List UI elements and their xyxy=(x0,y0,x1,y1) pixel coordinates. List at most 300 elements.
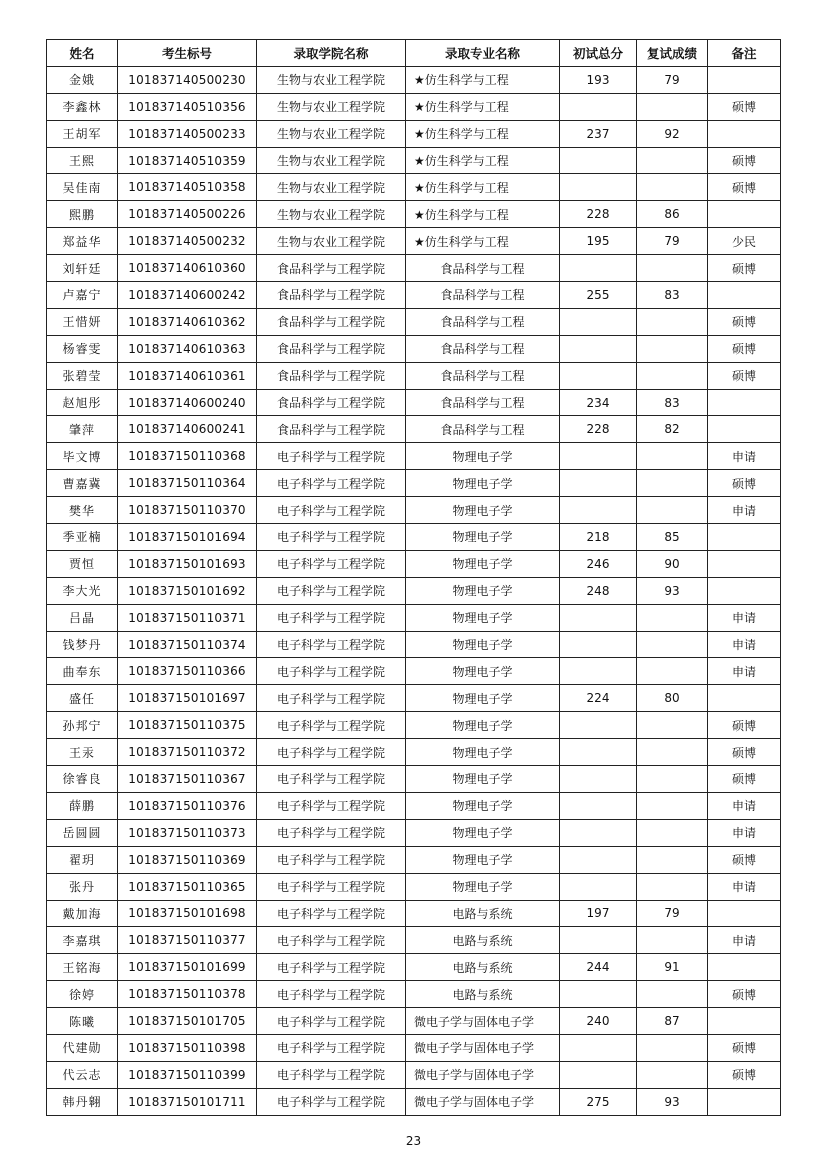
name-cell: 李鑫林 xyxy=(47,93,118,120)
candidate-id-cell: 101837150110375 xyxy=(118,712,257,739)
candidate-id-cell: 101837150110374 xyxy=(118,631,257,658)
remark-cell xyxy=(708,282,781,309)
major-cell: ★仿生科学与工程 xyxy=(406,93,560,120)
candidate-id-cell: 101837140610361 xyxy=(118,362,257,389)
remark-cell: 硕博 xyxy=(708,362,781,389)
college-cell: 电子科学与工程学院 xyxy=(257,658,406,685)
college-cell: 电子科学与工程学院 xyxy=(257,497,406,524)
remark-cell xyxy=(708,1008,781,1035)
name-cell: 曹嘉冀 xyxy=(47,470,118,497)
retest-score-cell xyxy=(637,658,708,685)
college-cell: 电子科学与工程学院 xyxy=(257,792,406,819)
college-cell: 电子科学与工程学院 xyxy=(257,550,406,577)
retest-score-cell xyxy=(637,443,708,470)
remark-cell xyxy=(708,685,781,712)
initial-score-cell xyxy=(560,846,637,873)
candidate-id-cell: 101837150110399 xyxy=(118,1061,257,1088)
candidate-id-cell: 101837150101698 xyxy=(118,900,257,927)
college-cell: 电子科学与工程学院 xyxy=(257,873,406,900)
candidate-id-cell: 101837140500226 xyxy=(118,201,257,228)
candidate-id-cell: 101837150110378 xyxy=(118,981,257,1008)
retest-score-cell: 80 xyxy=(637,685,708,712)
initial-score-cell xyxy=(560,873,637,900)
candidate-id-cell: 101837150110372 xyxy=(118,739,257,766)
table-row xyxy=(47,819,781,846)
candidate-id-cell: 101837150110377 xyxy=(118,927,257,954)
initial-score-cell xyxy=(560,93,637,120)
major-cell: 物理电子学 xyxy=(406,577,560,604)
major-cell: 物理电子学 xyxy=(406,604,560,631)
page-number: 23 xyxy=(405,1134,422,1148)
initial-score-cell: 228 xyxy=(560,201,637,228)
retest-score-cell xyxy=(637,846,708,873)
table-row xyxy=(47,120,781,147)
table-row xyxy=(47,604,781,631)
retest-score-cell xyxy=(637,927,708,954)
initial-score-cell xyxy=(560,604,637,631)
initial-score-cell xyxy=(560,739,637,766)
table-row xyxy=(47,954,781,981)
name-cell: 代云志 xyxy=(47,1061,118,1088)
college-cell: 电子科学与工程学院 xyxy=(257,443,406,470)
retest-score-cell xyxy=(637,712,708,739)
retest-score-cell xyxy=(637,362,708,389)
retest-score-cell xyxy=(637,981,708,1008)
name-cell: 贾恒 xyxy=(47,550,118,577)
initial-score-cell xyxy=(560,1061,637,1088)
name-cell: 张碧莹 xyxy=(47,362,118,389)
name-cell: 陈曦 xyxy=(47,1008,118,1035)
header-candidate-id: 考生标号 xyxy=(118,40,257,67)
remark-cell: 硕博 xyxy=(708,174,781,201)
remark-cell: 硕博 xyxy=(708,712,781,739)
remark-cell: 硕博 xyxy=(708,255,781,282)
major-cell: 食品科学与工程 xyxy=(406,308,560,335)
remark-cell: 硕博 xyxy=(708,335,781,362)
header-remark: 备注 xyxy=(708,40,781,67)
name-cell: 徐婷 xyxy=(47,981,118,1008)
retest-score-cell xyxy=(637,255,708,282)
table-row xyxy=(47,308,781,335)
remark-cell: 硕博 xyxy=(708,1034,781,1061)
retest-score-cell: 93 xyxy=(637,577,708,604)
major-cell: ★仿生科学与工程 xyxy=(406,66,560,93)
major-cell: 物理电子学 xyxy=(406,550,560,577)
major-cell: ★仿生科学与工程 xyxy=(406,147,560,174)
major-cell: 食品科学与工程 xyxy=(406,335,560,362)
header-row xyxy=(47,40,781,67)
remark-cell: 硕博 xyxy=(708,93,781,120)
college-cell: 食品科学与工程学院 xyxy=(257,389,406,416)
remark-cell: 申请 xyxy=(708,443,781,470)
major-cell: 微电子学与固体电子学 xyxy=(406,1088,560,1115)
table-row xyxy=(47,739,781,766)
retest-score-cell: 91 xyxy=(637,954,708,981)
name-cell: 王惜妍 xyxy=(47,308,118,335)
retest-score-cell: 79 xyxy=(637,228,708,255)
college-cell: 电子科学与工程学院 xyxy=(257,1088,406,1115)
college-cell: 电子科学与工程学院 xyxy=(257,604,406,631)
candidate-id-cell: 101837150110366 xyxy=(118,658,257,685)
candidate-id-cell: 101837150110373 xyxy=(118,819,257,846)
major-cell: 食品科学与工程 xyxy=(406,282,560,309)
header-retest-score: 复试成绩 xyxy=(637,40,708,67)
initial-score-cell: 275 xyxy=(560,1088,637,1115)
name-cell: 孙邦宁 xyxy=(47,712,118,739)
name-cell: 曲奉东 xyxy=(47,658,118,685)
remark-cell: 申请 xyxy=(708,792,781,819)
name-cell: 王汞 xyxy=(47,739,118,766)
college-cell: 食品科学与工程学院 xyxy=(257,255,406,282)
initial-score-cell xyxy=(560,631,637,658)
remark-cell xyxy=(708,954,781,981)
college-cell: 电子科学与工程学院 xyxy=(257,1008,406,1035)
retest-score-cell: 90 xyxy=(637,550,708,577)
table-row xyxy=(47,524,781,551)
initial-score-cell xyxy=(560,255,637,282)
college-cell: 电子科学与工程学院 xyxy=(257,631,406,658)
name-cell: 吕晶 xyxy=(47,604,118,631)
table-row xyxy=(47,335,781,362)
major-cell: 物理电子学 xyxy=(406,658,560,685)
initial-score-cell xyxy=(560,362,637,389)
candidate-id-cell: 101837150110368 xyxy=(118,443,257,470)
retest-score-cell xyxy=(637,819,708,846)
header-major: 录取专业名称 xyxy=(406,40,560,67)
major-cell: 物理电子学 xyxy=(406,766,560,793)
table-row xyxy=(47,147,781,174)
candidate-id-cell: 101837140600240 xyxy=(118,389,257,416)
college-cell: 电子科学与工程学院 xyxy=(257,577,406,604)
table-row xyxy=(47,927,781,954)
initial-score-cell: 197 xyxy=(560,900,637,927)
remark-cell: 硕博 xyxy=(708,1061,781,1088)
table-body xyxy=(47,66,781,1115)
college-cell: 食品科学与工程学院 xyxy=(257,335,406,362)
major-cell: 物理电子学 xyxy=(406,497,560,524)
retest-score-cell xyxy=(637,470,708,497)
major-cell: 微电子学与固体电子学 xyxy=(406,1008,560,1035)
college-cell: 电子科学与工程学院 xyxy=(257,524,406,551)
retest-score-cell xyxy=(637,174,708,201)
table-row xyxy=(47,1061,781,1088)
major-cell: 物理电子学 xyxy=(406,792,560,819)
remark-cell xyxy=(708,1088,781,1115)
initial-score-cell xyxy=(560,1034,637,1061)
college-cell: 生物与农业工程学院 xyxy=(257,228,406,255)
major-cell: 食品科学与工程 xyxy=(406,416,560,443)
remark-cell xyxy=(708,120,781,147)
name-cell: 薛鹏 xyxy=(47,792,118,819)
college-cell: 电子科学与工程学院 xyxy=(257,900,406,927)
candidate-id-cell: 101837140510356 xyxy=(118,93,257,120)
table-row xyxy=(47,766,781,793)
retest-score-cell xyxy=(637,792,708,819)
initial-score-cell: 255 xyxy=(560,282,637,309)
name-cell: 张丹 xyxy=(47,873,118,900)
table-row xyxy=(47,174,781,201)
major-cell: 食品科学与工程 xyxy=(406,362,560,389)
table-row xyxy=(47,873,781,900)
retest-score-cell: 83 xyxy=(637,389,708,416)
major-cell: ★仿生科学与工程 xyxy=(406,120,560,147)
college-cell: 电子科学与工程学院 xyxy=(257,685,406,712)
table-row xyxy=(47,362,781,389)
college-cell: 电子科学与工程学院 xyxy=(257,470,406,497)
retest-score-cell: 79 xyxy=(637,66,708,93)
table-row xyxy=(47,282,781,309)
college-cell: 电子科学与工程学院 xyxy=(257,819,406,846)
candidate-id-cell: 101837150110365 xyxy=(118,873,257,900)
major-cell: 物理电子学 xyxy=(406,739,560,766)
major-cell: 微电子学与固体电子学 xyxy=(406,1034,560,1061)
table-row xyxy=(47,1088,781,1115)
remark-cell: 硕博 xyxy=(708,981,781,1008)
name-cell: 盛任 xyxy=(47,685,118,712)
major-cell: 物理电子学 xyxy=(406,712,560,739)
name-cell: 毕文博 xyxy=(47,443,118,470)
table-row xyxy=(47,443,781,470)
retest-score-cell: 82 xyxy=(637,416,708,443)
major-cell: 物理电子学 xyxy=(406,470,560,497)
remark-cell xyxy=(708,524,781,551)
table-row xyxy=(47,981,781,1008)
name-cell: 吴佳南 xyxy=(47,174,118,201)
candidate-id-cell: 101837150101692 xyxy=(118,577,257,604)
candidate-id-cell: 101837140610360 xyxy=(118,255,257,282)
major-cell: 物理电子学 xyxy=(406,685,560,712)
college-cell: 生物与农业工程学院 xyxy=(257,147,406,174)
college-cell: 电子科学与工程学院 xyxy=(257,739,406,766)
table-row xyxy=(47,712,781,739)
name-cell: 郑益华 xyxy=(47,228,118,255)
name-cell: 徐睿良 xyxy=(47,766,118,793)
initial-score-cell: 237 xyxy=(560,120,637,147)
name-cell: 岳圆圆 xyxy=(47,819,118,846)
table-row xyxy=(47,685,781,712)
table-row xyxy=(47,201,781,228)
name-cell: 卢嘉宁 xyxy=(47,282,118,309)
candidate-id-cell: 101837150101699 xyxy=(118,954,257,981)
initial-score-cell xyxy=(560,335,637,362)
table-row xyxy=(47,470,781,497)
remark-cell xyxy=(708,900,781,927)
candidate-id-cell: 101837150110398 xyxy=(118,1034,257,1061)
table-row xyxy=(47,255,781,282)
remark-cell xyxy=(708,577,781,604)
college-cell: 电子科学与工程学院 xyxy=(257,981,406,1008)
remark-cell: 硕博 xyxy=(708,766,781,793)
candidate-id-cell: 101837150110370 xyxy=(118,497,257,524)
major-cell: 微电子学与固体电子学 xyxy=(406,1061,560,1088)
major-cell: ★仿生科学与工程 xyxy=(406,201,560,228)
retest-score-cell: 86 xyxy=(637,201,708,228)
initial-score-cell xyxy=(560,174,637,201)
college-cell: 食品科学与工程学院 xyxy=(257,308,406,335)
table-row xyxy=(47,228,781,255)
initial-score-cell xyxy=(560,712,637,739)
college-cell: 生物与农业工程学院 xyxy=(257,174,406,201)
candidate-id-cell: 101837140500232 xyxy=(118,228,257,255)
initial-score-cell xyxy=(560,981,637,1008)
college-cell: 电子科学与工程学院 xyxy=(257,1034,406,1061)
table-row xyxy=(47,93,781,120)
remark-cell: 申请 xyxy=(708,819,781,846)
table-row xyxy=(47,66,781,93)
initial-score-cell: 228 xyxy=(560,416,637,443)
header-name: 姓名 xyxy=(47,40,118,67)
name-cell: 刘轩廷 xyxy=(47,255,118,282)
name-cell: 李嘉琪 xyxy=(47,927,118,954)
table-row xyxy=(47,577,781,604)
table-row xyxy=(47,389,781,416)
name-cell: 李大光 xyxy=(47,577,118,604)
header-initial-score: 初试总分 xyxy=(560,40,637,67)
candidate-id-cell: 101837150101705 xyxy=(118,1008,257,1035)
college-cell: 电子科学与工程学院 xyxy=(257,712,406,739)
major-cell: 电路与系统 xyxy=(406,954,560,981)
remark-cell: 申请 xyxy=(708,873,781,900)
table-row xyxy=(47,416,781,443)
initial-score-cell: 244 xyxy=(560,954,637,981)
candidate-id-cell: 101837150101697 xyxy=(118,685,257,712)
retest-score-cell xyxy=(637,1034,708,1061)
table-row xyxy=(47,1008,781,1035)
major-cell: 物理电子学 xyxy=(406,631,560,658)
name-cell: 钱梦丹 xyxy=(47,631,118,658)
college-cell: 电子科学与工程学院 xyxy=(257,846,406,873)
remark-cell: 申请 xyxy=(708,604,781,631)
name-cell: 杨睿雯 xyxy=(47,335,118,362)
remark-cell: 硕博 xyxy=(708,846,781,873)
name-cell: 王铭海 xyxy=(47,954,118,981)
retest-score-cell: 79 xyxy=(637,900,708,927)
remark-cell: 硕博 xyxy=(708,147,781,174)
candidate-id-cell: 101837140500233 xyxy=(118,120,257,147)
table-row xyxy=(47,900,781,927)
table-row xyxy=(47,658,781,685)
initial-score-cell xyxy=(560,658,637,685)
initial-score-cell xyxy=(560,470,637,497)
candidate-id-cell: 101837140600242 xyxy=(118,282,257,309)
name-cell: 代建勋 xyxy=(47,1034,118,1061)
name-cell: 赵旭彤 xyxy=(47,389,118,416)
college-cell: 生物与农业工程学院 xyxy=(257,93,406,120)
remark-cell: 硕博 xyxy=(708,739,781,766)
college-cell: 电子科学与工程学院 xyxy=(257,927,406,954)
table-row xyxy=(47,550,781,577)
major-cell: 物理电子学 xyxy=(406,819,560,846)
college-cell: 电子科学与工程学院 xyxy=(257,766,406,793)
name-cell: 韩丹翱 xyxy=(47,1088,118,1115)
name-cell: 季亚楠 xyxy=(47,524,118,551)
remark-cell xyxy=(708,550,781,577)
college-cell: 电子科学与工程学院 xyxy=(257,1061,406,1088)
retest-score-cell: 87 xyxy=(637,1008,708,1035)
major-cell: 物理电子学 xyxy=(406,846,560,873)
name-cell: 熙鹏 xyxy=(47,201,118,228)
major-cell: 食品科学与工程 xyxy=(406,255,560,282)
remark-cell: 申请 xyxy=(708,631,781,658)
table-row xyxy=(47,631,781,658)
major-cell: 物理电子学 xyxy=(406,443,560,470)
candidate-id-cell: 101837150110369 xyxy=(118,846,257,873)
name-cell: 翟玥 xyxy=(47,846,118,873)
college-cell: 生物与农业工程学院 xyxy=(257,120,406,147)
remark-cell: 硕博 xyxy=(708,308,781,335)
initial-score-cell: 224 xyxy=(560,685,637,712)
name-cell: 肇萍 xyxy=(47,416,118,443)
retest-score-cell xyxy=(637,873,708,900)
remark-cell xyxy=(708,389,781,416)
name-cell: 戴加海 xyxy=(47,900,118,927)
college-cell: 生物与农业工程学院 xyxy=(257,66,406,93)
retest-score-cell: 85 xyxy=(637,524,708,551)
candidate-id-cell: 101837150110371 xyxy=(118,604,257,631)
major-cell: 电路与系统 xyxy=(406,900,560,927)
admission-table xyxy=(46,39,781,1116)
initial-score-cell: 195 xyxy=(560,228,637,255)
initial-score-cell xyxy=(560,443,637,470)
initial-score-cell xyxy=(560,147,637,174)
retest-score-cell xyxy=(637,739,708,766)
name-cell: 金娥 xyxy=(47,66,118,93)
remark-cell xyxy=(708,416,781,443)
remark-cell xyxy=(708,201,781,228)
retest-score-cell xyxy=(637,308,708,335)
candidate-id-cell: 101837140500230 xyxy=(118,66,257,93)
remark-cell: 申请 xyxy=(708,658,781,685)
initial-score-cell xyxy=(560,766,637,793)
major-cell: 食品科学与工程 xyxy=(406,389,560,416)
initial-score-cell: 246 xyxy=(560,550,637,577)
remark-cell: 申请 xyxy=(708,497,781,524)
name-cell: 王胡军 xyxy=(47,120,118,147)
name-cell: 王熙 xyxy=(47,147,118,174)
major-cell: 物理电子学 xyxy=(406,873,560,900)
initial-score-cell xyxy=(560,308,637,335)
college-cell: 食品科学与工程学院 xyxy=(257,362,406,389)
retest-score-cell xyxy=(637,93,708,120)
candidate-id-cell: 101837150110364 xyxy=(118,470,257,497)
retest-score-cell xyxy=(637,604,708,631)
candidate-id-cell: 101837150101693 xyxy=(118,550,257,577)
candidate-id-cell: 101837150110367 xyxy=(118,766,257,793)
initial-score-cell: 234 xyxy=(560,389,637,416)
major-cell: 电路与系统 xyxy=(406,981,560,1008)
remark-cell xyxy=(708,66,781,93)
retest-score-cell xyxy=(637,1061,708,1088)
initial-score-cell xyxy=(560,819,637,846)
retest-score-cell: 92 xyxy=(637,120,708,147)
candidate-id-cell: 101837140600241 xyxy=(118,416,257,443)
major-cell: 电路与系统 xyxy=(406,927,560,954)
retest-score-cell xyxy=(637,335,708,362)
initial-score-cell xyxy=(560,792,637,819)
retest-score-cell xyxy=(637,497,708,524)
initial-score-cell xyxy=(560,497,637,524)
remark-cell: 申请 xyxy=(708,927,781,954)
major-cell: ★仿生科学与工程 xyxy=(406,174,560,201)
initial-score-cell: 218 xyxy=(560,524,637,551)
college-cell: 食品科学与工程学院 xyxy=(257,416,406,443)
major-cell: 物理电子学 xyxy=(406,524,560,551)
table-row xyxy=(47,792,781,819)
retest-score-cell: 83 xyxy=(637,282,708,309)
retest-score-cell xyxy=(637,631,708,658)
initial-score-cell: 240 xyxy=(560,1008,637,1035)
initial-score-cell xyxy=(560,927,637,954)
